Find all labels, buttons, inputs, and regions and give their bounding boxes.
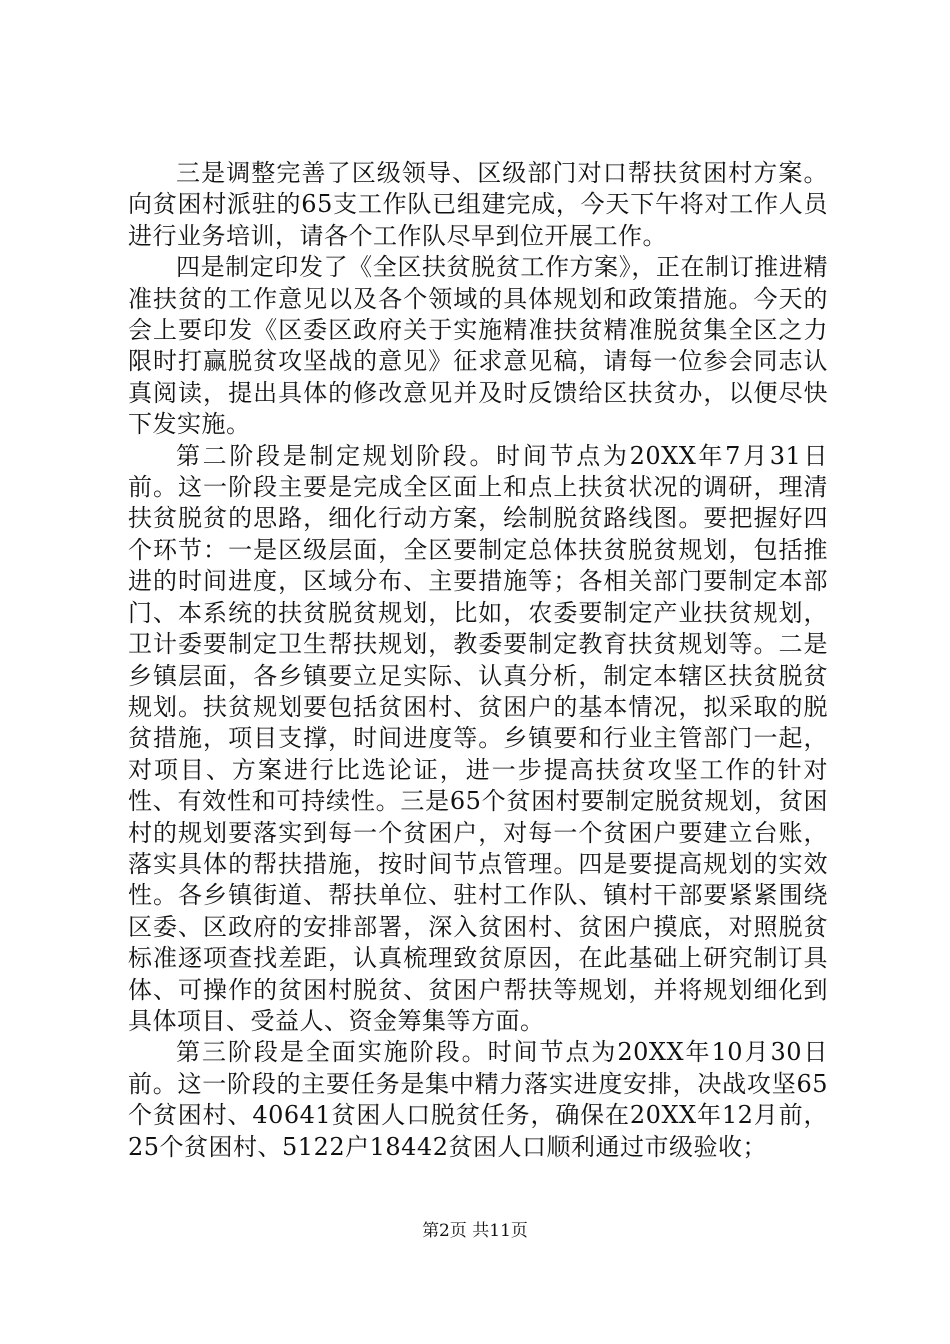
- paragraph-4: 第三阶段是全面实施阶段。时间节点为20XX年10月30日前。这一阶段的主要任务是集中精力落实进度安排，决战攻坚65个贫困村、40641贫困人口脱贫任务，确保在20XX年12月前，25个贫困村、5122户18442贫困人口顺利通过市级验收；: [128, 1038, 828, 1161]
- page-number-label: 第2页 共11页: [422, 1221, 528, 1241]
- page-footer: [0, 1216, 950, 1241]
- paragraph-1: 三是调整完善了区级领导、区级部门对口帮扶贫困村方案。向贫困村派驻的65支工作队已组建完成，今天下午将对工作人员进行业务培训，请各个工作队尽早到位开展工作。: [128, 159, 828, 250]
- paragraph-2: 四是制定印发了《全区扶贫脱贫工作方案》，正在制订推进精准扶贫的工作意见以及各个领域的具体规划和政策措施。今天的会上要印发《区委区政府关于实施精准扶贫精准脱贫集全区之力限时打赢脱贫攻坚战的意见》征求意见稿，请每一位参会同志认真阅读，提出具体的修改意见并及时反馈给区扶贫办，以便尽快下发实施。: [128, 253, 828, 439]
- paragraph-3: 第二阶段是制定规划阶段。时间节点为20XX年7月31日前。这一阶段主要是完成全区面上和点上扶贫状况的调研，理清扶贫脱贫的思路，细化行动方案，绘制脱贫路线图。要把握好四个环节：一是区级层面，全区要制定总体扶贫脱贫规划，包括推进的时间进度，区域分布、主要措施等；各相关部门要制定本部门、本系统的扶贫脱贫规划，比如，农委要制定产业扶贫规划，卫计委要制定卫生帮扶规划，教委要制定教育扶贫规划等。二是乡镇层面，各乡镇要立足实际、认真分析，制定本辖区扶贫脱贫规划。扶贫规划要包括贫困村、贫困户的基本情况，拟采取的脱贫措施，项目支撑，时间进度等。乡镇要和行业主管部门一起，对项目、方案进行比选论证，进一步提高扶贫攻坚工作的针对性、有效性和可持续性。三是65个贫困村要制定脱贫规划，贫困村的规划要落实到每一个贫困户，对每一个贫困户要建立台账，落实具体的帮扶措施，按时间节点管理。四是要提高规划的实效性。各乡镇街道、帮扶单位、驻村工作队、镇村干部要紧紧围绕区委、区政府的安排部署，深入贫困村、贫困户摸底，对照脱贫标准逐项查找差距，认真梳理致贫原因，在此基础上研究制订具体、可操作的贫困村脱贫、贫困户帮扶等规划，并将规划细化到具体项目、受益人、资金筹集等方面。: [128, 441, 828, 1035]
- document-body: [128, 158, 828, 1163]
